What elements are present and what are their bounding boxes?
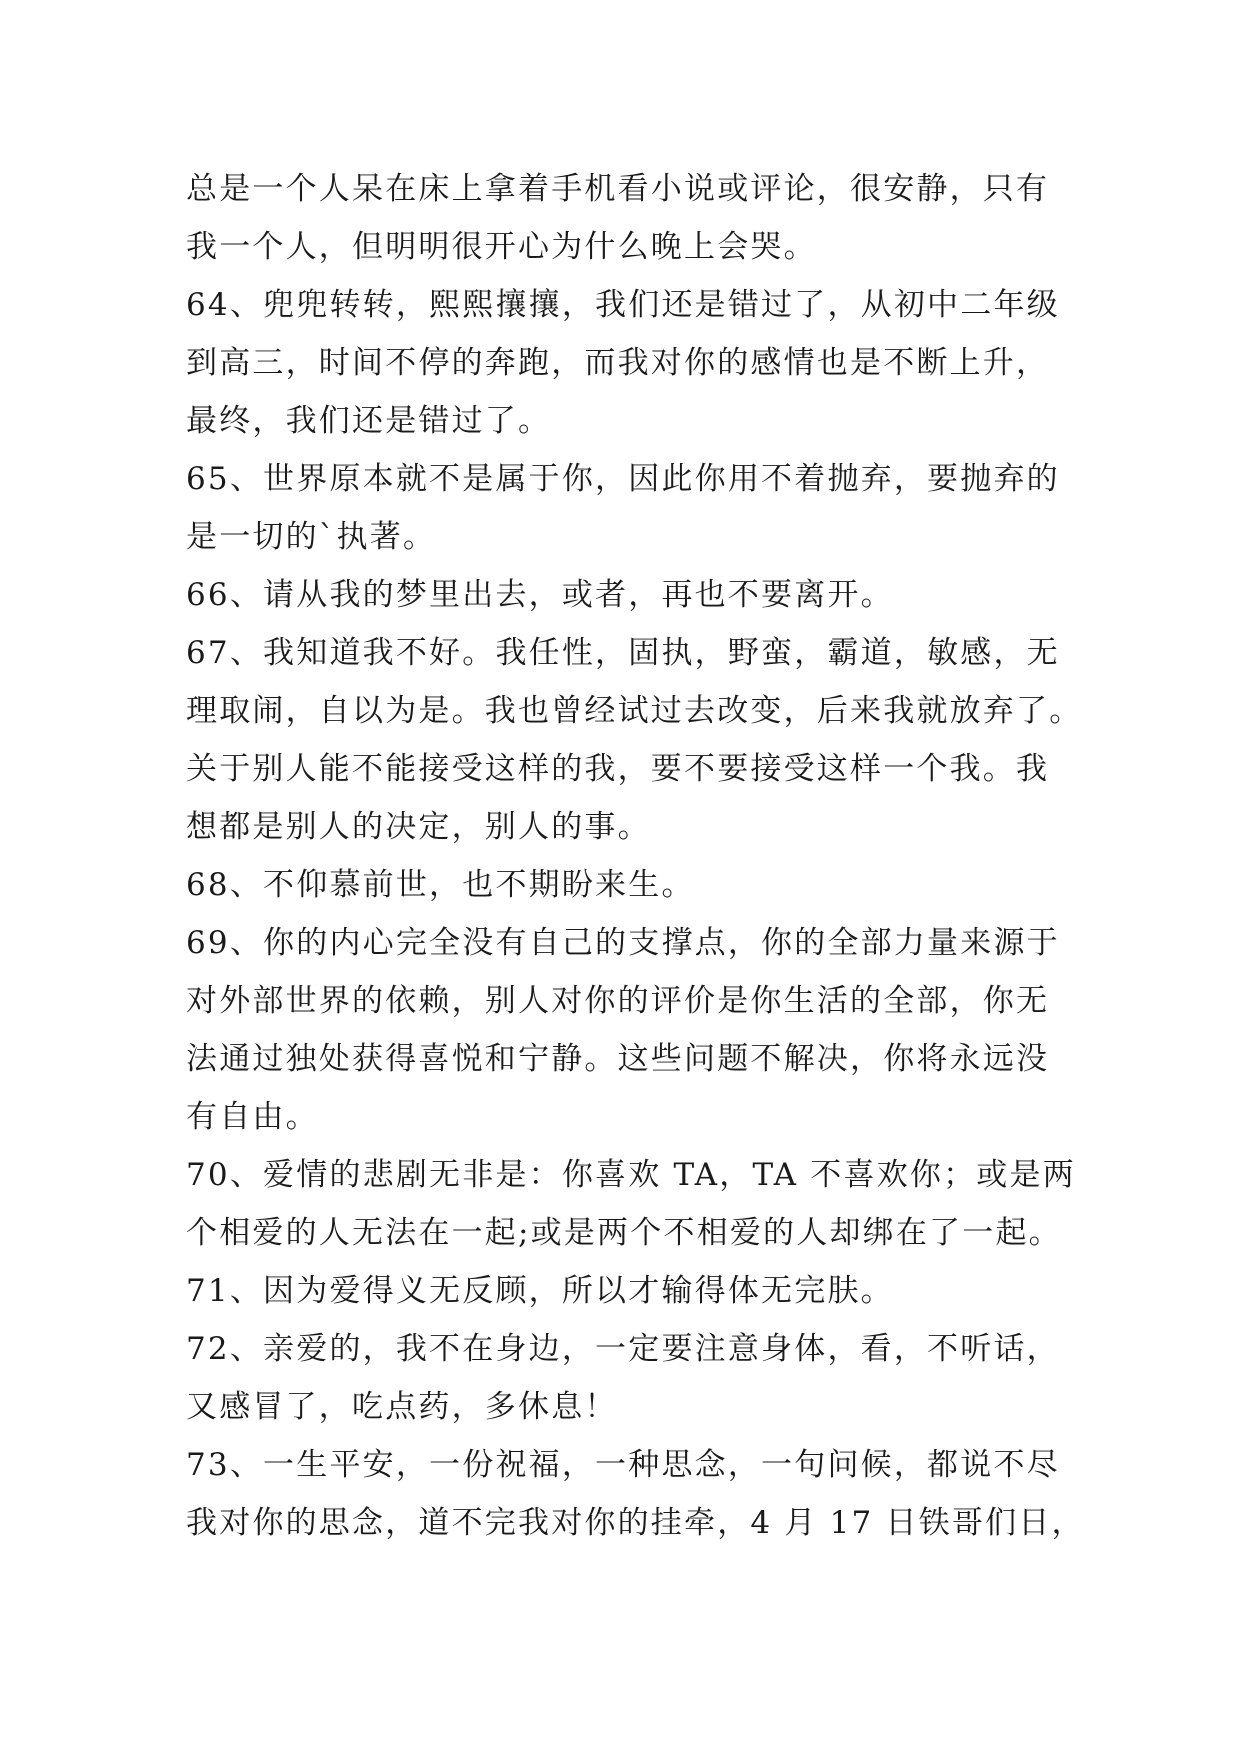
text-line: 最终，我们还是错过了。 — [186, 403, 552, 439]
text-line: 69、你的内心完全没有自己的支撑点，你的全部力量来源于 — [186, 925, 1060, 961]
text-line: 64、兜兜转转，熙熙攘攘，我们还是错过了，从初中二年级 — [186, 287, 1060, 323]
text-line: 关于别人能不能接受这样的我，要不要接受这样一个我。我 — [186, 751, 1050, 787]
text-line: 有自由。 — [186, 1099, 319, 1135]
text-line: 对外部世界的依赖，别人对你的评价是你生活的全部，你无 — [186, 983, 1050, 1019]
text-line: 73、一生平安，一份祝福，一种思念，一句问候，都说不尽 — [186, 1447, 1060, 1483]
text-line: 法通过独处获得喜悦和宁静。这些问题不解决，你将永远没 — [186, 1041, 1050, 1077]
text-line: 70、爱情的悲剧无非是：你喜欢 TA，TA 不喜欢你；或是两 — [186, 1157, 1076, 1193]
text-line: 是一切的`执著。 — [186, 519, 437, 555]
text-line: 总是一个人呆在床上拿着手机看小说或评论，很安静，只有 — [186, 171, 1050, 207]
text-line: 到高三，时间不停的奔跑，而我对你的感情也是不断上升， — [186, 345, 1050, 381]
text-line: 个相爱的人无法在一起;或是两个不相爱的人却绑在了一起。 — [186, 1215, 1062, 1251]
text-line: 又感冒了，吃点药，多休息！ — [186, 1389, 618, 1425]
text-line: 72、亲爱的，我不在身边，一定要注意身体，看，不听话， — [186, 1331, 1060, 1367]
text-line: 66、请从我的梦里出去，或者，再也不要离开。 — [186, 577, 894, 613]
text-line: 我对你的思念，道不完我对你的挂牵，4 月 17 日铁哥们日， — [186, 1505, 1085, 1541]
document-body-text — [186, 160, 1085, 1552]
text-line: 67、我知道我不好。我任性，固执，野蛮，霸道，敏感，无 — [186, 635, 1060, 671]
text-line: 想都是别人的决定，别人的事。 — [186, 809, 651, 845]
text-line: 理取闹，自以为是。我也曾经试过去改变，后来我就放弃了。 — [186, 693, 1083, 729]
text-line: 71、因为爱得义无反顾，所以才输得体无完肤。 — [186, 1273, 894, 1309]
text-line: 我一个人，但明明很开心为什么晚上会哭。 — [186, 229, 817, 265]
text-line: 68、不仰慕前世，也不期盼来生。 — [186, 867, 695, 903]
text-line: 65、世界原本就不是属于你，因此你用不着抛弃，要抛弃的 — [186, 461, 1060, 497]
